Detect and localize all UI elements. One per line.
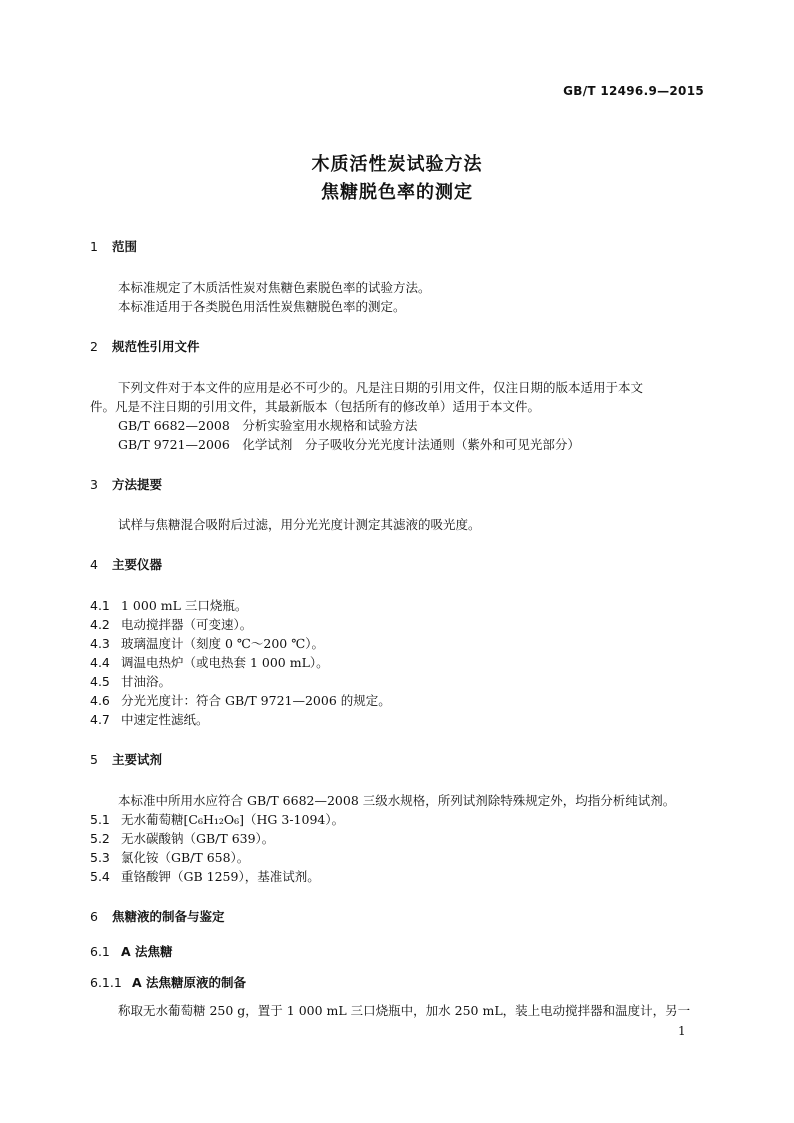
item-text: 调温电热炉（或电热套 1 000 mL）。 [121,655,329,670]
list-item [90,634,324,652]
section-title: 主要仪器 [112,557,163,572]
item-text: 1 000 mL 三口烧瓶。 [121,598,248,613]
item-number: 4.7 [90,712,110,727]
subsection-title: A 法焦糖 [121,944,173,959]
section-6-heading [90,907,225,925]
item-number: 4.4 [90,655,110,670]
normative-reference: GB/T 9721—2006 化学试剂 分子吸收分光光度计法通则（紫外和可见光部分） [118,437,580,452]
item-text: 电动搅拌器（可变速）。 [121,617,253,632]
item-text: 中速定性滤纸。 [121,712,209,727]
item-number: 4.2 [90,617,110,632]
item-text: 无水葡萄糖[C₆H₁₂O₆]（HG 3-1094）。 [121,812,345,827]
paragraph: 本标准规定了木质活性炭对焦糖色素脱色率的试验方法。 [118,280,431,295]
section-4-heading [90,555,162,573]
subsection-6-1-heading [90,942,173,960]
list-item [90,810,344,828]
list-item [90,867,320,885]
subsection-number: 6.1.1 [90,975,122,990]
section-title: 方法提要 [112,477,163,492]
item-text: 氯化铵（GB/T 658）。 [121,850,250,865]
list-item [90,829,274,847]
paragraph: 试样与焦糖混合吸附后过滤，用分光光度计测定其滤液的吸光度。 [118,517,481,532]
list-item [90,848,249,866]
list-item [90,672,171,690]
standard-number: GB/T 12496.9—2015 [563,84,704,98]
item-text: 玻璃温度计（刻度 0 ℃～200 ℃）。 [121,636,324,651]
item-number: 5.2 [90,831,110,846]
paragraph: 称取无水葡萄糖 250 g，置于 1 000 mL 三口烧瓶中，加水 250 mL，装上电动搅拌器和温度计，另一 [118,1003,691,1018]
section-1-heading [90,237,137,255]
document-title-line-2: 焦糖脱色率的测定 [321,182,473,203]
section-number: 5 [90,752,98,767]
paragraph: 本标准适用于各类脱色用活性炭焦糖脱色率的测定。 [118,299,406,314]
item-number: 4.1 [90,598,110,613]
section-number: 2 [90,339,98,354]
item-number: 4.6 [90,693,110,708]
section-5-heading [90,750,162,768]
section-title: 主要试剂 [112,752,163,767]
document-title-line-1: 木质活性炭试验方法 [311,154,483,175]
paragraph: 件。凡是不注日期的引用文件，其最新版本（包括所有的修改单）适用于本文件。 [90,399,541,414]
list-item [90,691,391,709]
item-number: 5.4 [90,869,110,884]
section-title: 焦糖液的制备与鉴定 [112,909,225,924]
item-number: 5.3 [90,850,110,865]
normative-reference: GB/T 6682—2008 分析实验室用水规格和试验方法 [118,418,418,433]
subsection-number: 6.1 [90,944,110,959]
section-number: 3 [90,477,98,492]
item-text: 无水碳酸钠（GB/T 639）。 [121,831,275,846]
subsection-6-1-1-heading [90,973,246,991]
list-item [90,596,247,614]
section-title: 范围 [112,239,138,254]
section-title: 规范性引用文件 [112,339,200,354]
section-number: 6 [90,909,98,924]
list-item [90,710,209,728]
subsection-title: A 法焦糖原液的制备 [132,975,247,990]
section-3-heading [90,475,162,493]
list-item [90,653,329,671]
page-number: 1 [678,1024,686,1038]
paragraph: 下列文件对于本文件的应用是必不可少的。凡是注日期的引用文件，仅注日期的版本适用于本文 [118,380,644,395]
item-text: 甘油浴。 [121,674,172,689]
section-number: 1 [90,239,98,254]
item-number: 5.1 [90,812,110,827]
item-number: 4.3 [90,636,110,651]
section-number: 4 [90,557,98,572]
section-2-heading [90,337,200,355]
item-text: 重铬酸钾（GB 1259），基准试剂。 [121,869,320,884]
paragraph: 本标准中所用水应符合 GB/T 6682—2008 三级水规格，所列试剂除特殊规定外，均指分析纯试剂。 [118,793,676,808]
list-item [90,615,252,633]
item-number: 4.5 [90,674,110,689]
item-text: 分光光度计：符合 GB/T 9721—2006 的规定。 [121,693,391,708]
